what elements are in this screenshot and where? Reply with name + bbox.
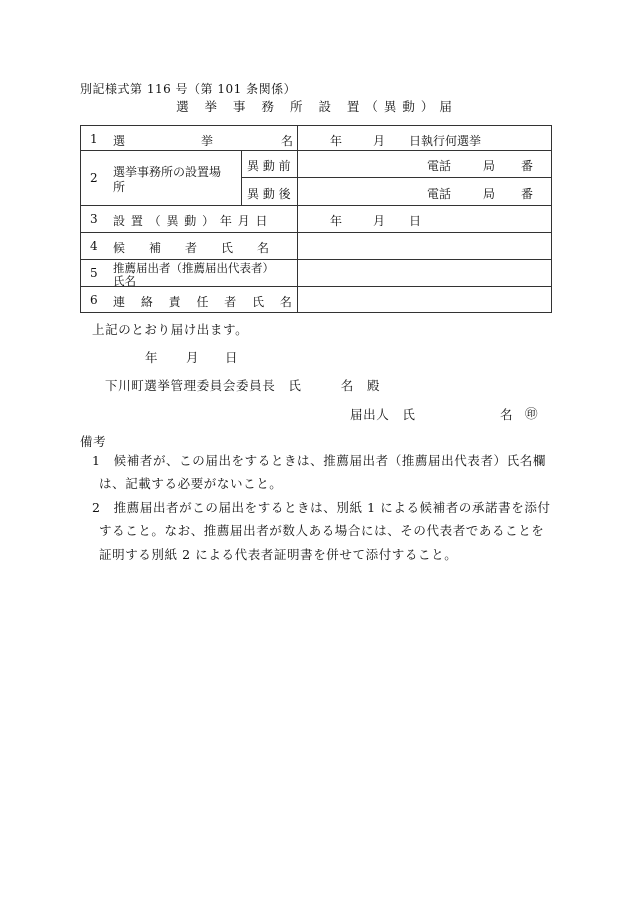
form-reference: 別記様式第 116 号（第 101 条関係）: [80, 82, 297, 96]
submission-day: 日: [225, 350, 239, 365]
row1-label-a: 選: [113, 134, 126, 148]
after-change-label: 異 動 後: [247, 187, 291, 201]
recommender-label-cont: 氏名: [113, 274, 136, 288]
addressee-line: 下川町選挙管理委員会委員長 氏 名 殿: [105, 378, 381, 393]
column-divider: [297, 126, 298, 312]
note-2-line-1: 2 推薦届出者がこの届出をするときは、別紙 1 による候補者の承諾書を添付: [92, 500, 551, 515]
row-number: 3: [90, 212, 98, 226]
column-divider: [241, 150, 242, 205]
row-divider: [81, 286, 551, 287]
row-divider: [81, 205, 551, 206]
row-number: 2: [90, 171, 98, 185]
setup-date-label: 設 置 （ 異 動 ） 年 月 日: [113, 214, 268, 228]
note-2-line-3: 証明する別紙 2 による代表者証明書を併せて添付すること。: [99, 547, 458, 562]
after-phone-label: 電話: [427, 187, 452, 201]
row-divider: [81, 150, 551, 151]
setup-month-field: 月: [373, 214, 386, 228]
election-month-field: 月: [373, 134, 386, 148]
submission-month: 月: [186, 350, 200, 365]
before-station-label: 局: [483, 159, 496, 173]
before-phone-label: 電話: [427, 159, 452, 173]
office-location-label: 選挙事務所の設置場: [113, 165, 222, 179]
recommender-label: 推薦届出者（推薦届出代表者）: [113, 261, 274, 275]
row-number: 1: [90, 132, 98, 146]
applicant-name-suffix: 名: [500, 407, 514, 422]
note-1-line-1: 1 候補者が、この届出をするときは、推薦届出者（推薦届出代表者）氏名欄: [92, 453, 546, 468]
before-number-label: 番: [521, 159, 534, 173]
before-change-label: 異 動 前: [247, 159, 291, 173]
row1-label-c: 名: [281, 134, 294, 148]
election-name-field: 日執行何選挙: [409, 134, 482, 148]
row1-label-b: 挙: [201, 134, 214, 148]
document-title: 選 挙 事 務 所 設 置（異動）届: [176, 99, 458, 114]
row-divider: [81, 232, 551, 233]
form-table: [80, 125, 552, 313]
election-year-field: 年: [330, 134, 343, 148]
row-number: 5: [90, 266, 98, 280]
row-divider: [241, 177, 551, 178]
row-number: 4: [90, 239, 98, 253]
seal-icon: ㊞: [525, 406, 539, 421]
setup-day-field: 日: [409, 214, 422, 228]
candidate-name-label: 候 補 者 氏 名: [113, 241, 270, 255]
after-station-label: 局: [483, 187, 496, 201]
office-location-label-cont: 所: [113, 180, 126, 194]
after-number-label: 番: [521, 187, 534, 201]
row-number: 6: [90, 293, 98, 307]
setup-year-field: 年: [330, 214, 343, 228]
submission-year: 年: [145, 350, 159, 365]
applicant-label: 届出人 氏: [350, 407, 416, 422]
notes-heading: 備考: [80, 434, 107, 449]
declaration-text: 上記のとおり届け出ます。: [92, 322, 249, 337]
contact-person-label: 連 絡 責 任 者 氏 名: [113, 295, 292, 309]
note-1-line-2: は、記載する必要がないこと。: [99, 476, 283, 491]
note-2-line-2: すること。なお、推薦届出者が数人ある場合には、その代表者であることを: [99, 523, 545, 538]
